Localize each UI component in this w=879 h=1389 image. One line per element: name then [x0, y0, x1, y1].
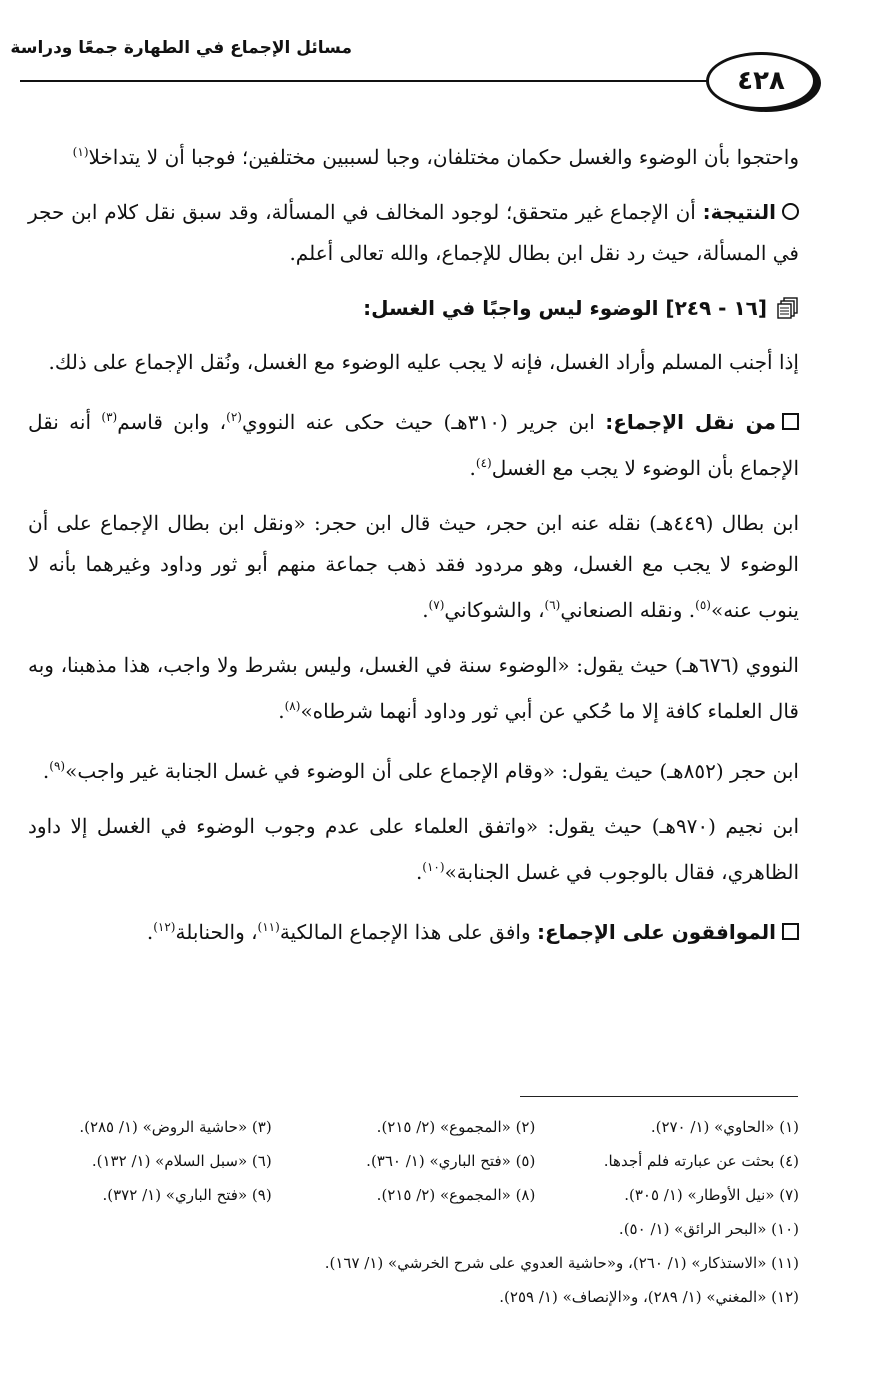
- footnotes: [28, 1110, 799, 1314]
- footnote-3: (٣) «حاشية الروض» (١/ ٢٨٥).: [79, 1118, 272, 1136]
- paragraph-text: واحتجوا بأن الوضوء والغسل حكمان مختلفان، وجبا لسببين مختلفين؛ فوجبا أن لا يتداخلا: [88, 145, 799, 169]
- section-heading: [28, 288, 799, 328]
- footnote-ref: (١): [72, 145, 89, 159]
- footnote-ref: (٨): [284, 699, 301, 713]
- paragraph-text: .: [469, 456, 476, 480]
- section-heading-text: [١٦ - ٢٤٩] الوضوء ليس واجبًا في الغسل:: [363, 296, 767, 320]
- paragraph-text: ابن حجر (٨٥٢هـ) حيث يقول: «وقام الإجماع على أن الوضوء في غسل الجنابة غير واجب»: [65, 759, 799, 783]
- paragraph-ibn-battal: [28, 503, 799, 631]
- agreeing-label: الموافقون على الإجماع:: [537, 920, 776, 944]
- footnote-ref: (٣): [101, 410, 118, 424]
- footnote-6: (٦) «سبل السلام» (١/ ١٣٢).: [91, 1152, 272, 1170]
- footnote-9: (٩) «فتح الباري» (١/ ٣٧٢).: [102, 1186, 272, 1204]
- paragraph-text: ابن جرير (٣١٠هـ) حيث حكى عنه النووي: [241, 410, 606, 434]
- footnote-12: (١٢) «المغني» (١/ ٢٨٩)، و«الإنصاف» (١/ ٢٥٩).: [499, 1288, 799, 1306]
- footnote-2: (٢) «المجموع» (٢/ ٢١٥).: [376, 1118, 536, 1136]
- paragraph-text: ، والشوكاني: [444, 598, 545, 622]
- paragraph-nawawi: [28, 645, 799, 732]
- footnote-7: (٧) «نيل الأوطار» (١/ ٣٠٥).: [624, 1186, 799, 1204]
- result-label: النتيجة:: [702, 200, 776, 224]
- paragraph-ibn-nujaym: [28, 806, 799, 893]
- paragraph-text: . ونقله الصنعاني: [560, 598, 696, 622]
- paragraph-text: .: [415, 860, 423, 884]
- paragraph-text: .: [146, 920, 154, 944]
- paragraph-ibn-hajar: [28, 746, 799, 792]
- stacked-pages-icon: [777, 297, 799, 319]
- paragraph-result: [28, 192, 799, 274]
- square-bullet-icon: [782, 923, 799, 940]
- paragraph-text: أن الإجماع غير متحقق؛ لوجود المخالف في المسألة، وقد سبق نقل كلام ابن حجر في المسألة، حيث رد نقل ابن بطال للإجماع، والله تعالى أعلم.: [28, 200, 799, 265]
- footnote-ref: (٧): [428, 598, 445, 612]
- footnote-10: (١٠) «البحر الرائق» (١/ ٥٠).: [618, 1220, 799, 1238]
- footnote-8: (٨) «المجموع» (٢/ ٢١٥).: [376, 1186, 536, 1204]
- footnote-1: (١) «الحاوي» (١/ ٢٧٠).: [650, 1118, 799, 1136]
- footnote-ref: (٢): [226, 410, 242, 424]
- paragraph-text: أنه نقل الإجماع بأن الوضوء لا يجب مع الغسل: [28, 410, 799, 480]
- paragraph-text: .: [42, 759, 50, 783]
- paragraph-issue: [28, 342, 799, 383]
- footnote-row: [28, 1144, 799, 1178]
- paragraph-text: ، وابن قاسم: [117, 410, 227, 434]
- paragraph-text: ، والحنابلة: [175, 920, 258, 944]
- running-title: مسائل الإجماع في الطهارة جمعًا ودراسة: [10, 38, 352, 58]
- footnote-ref: (١٠): [422, 860, 445, 874]
- footnote-ref: (٩): [49, 759, 66, 773]
- footnote-4: (٤) بحثت عن عبارته فلم أجدها.: [603, 1152, 799, 1170]
- circle-bullet-icon: [782, 203, 799, 220]
- footnote-11: (١١) «الاستذكار» (١/ ٢٦٠)، و«حاشية العدوي على شرح الخرشي» (١/ ١٦٧).: [324, 1254, 799, 1272]
- footnote-row: [28, 1178, 799, 1212]
- header-rule: [20, 80, 710, 82]
- paragraph-transmitters: [28, 397, 799, 489]
- footnote-row: [28, 1110, 799, 1144]
- footnote-ref: (١٢): [153, 920, 176, 934]
- footnote-ref: (٦): [544, 598, 561, 612]
- transmitters-label: من نقل الإجماع:: [605, 410, 777, 434]
- paragraph-text: النووي (٦٧٦هـ) حيث يقول: «الوضوء سنة في الغسل، وليس بشرط ولا واجب، هذا مذهبنا، وبه قال العلماء كافة إلا ما حُكي عن أبي ثور وداود أنهما شرطاه»: [28, 653, 799, 723]
- footnote-5: (٥) «فتح الباري» (١/ ٣٦٠).: [366, 1152, 536, 1170]
- paragraph-agreeing: [28, 907, 799, 953]
- footnote-ref: (٤): [475, 456, 492, 470]
- paragraph-text: .: [278, 699, 285, 723]
- paragraph-text: إذا أجنب المسلم وأراد الغسل، فإنه لا يجب عليه الوضوء مع الغسل، ونُقل الإجماع على ذلك.: [48, 350, 799, 374]
- footnote-rule: [520, 1096, 798, 1097]
- footnote-ref: (٥): [695, 598, 711, 612]
- footnote-ref: (١١): [257, 920, 280, 934]
- page-number: ٤٢٨: [706, 52, 816, 110]
- page-body: [28, 132, 799, 967]
- paragraph-text: ابن نجيم (٩٧٠هـ) حيث يقول: «واتفق العلماء على عدم وجوب الوضوء في الغسل إلا داود الظاهري، فقال بالوجوب في غسل الجنابة»: [28, 814, 800, 884]
- paragraph-argument: [28, 132, 799, 178]
- paragraph-text: ابن بطال (٤٤٩هـ) نقله عنه ابن حجر، حيث قال ابن حجر: «ونقل ابن بطال الإجماع على أن الوضوء لا يجب مع الغسل، وهو مردود فقد ذهب جماعة منهم أبو ثور وداود وغيرهما بأنه لا ينوب عنه»: [28, 511, 800, 622]
- paragraph-text: وافق على هذا الإجماع المالكية: [279, 920, 537, 944]
- square-bullet-icon: [782, 413, 799, 430]
- paragraph-text: .: [422, 598, 429, 622]
